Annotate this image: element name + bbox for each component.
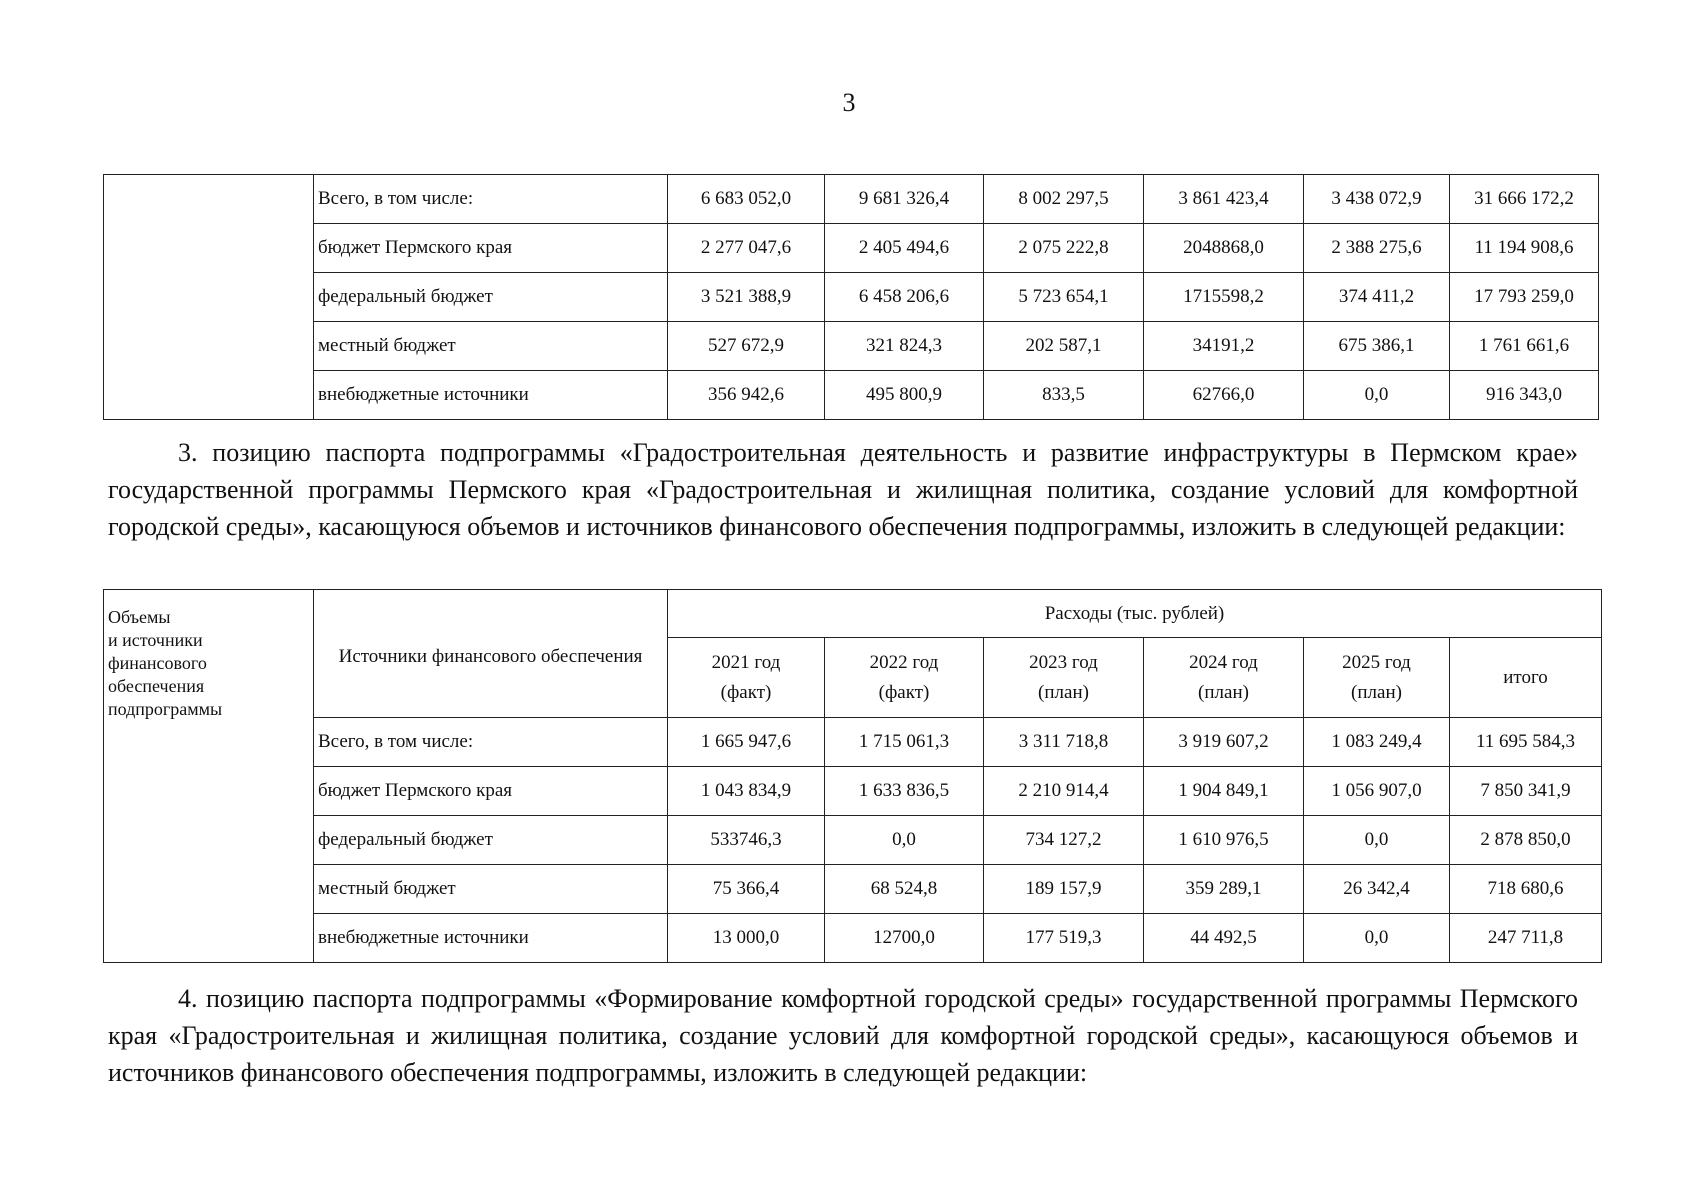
value-cell: 734 127,2: [984, 816, 1144, 865]
value-cell: 527 672,9: [668, 322, 825, 371]
value-cell: 202 587,1: [984, 322, 1144, 371]
value-cell: 2 405 494,6: [825, 224, 984, 273]
value-cell: 2 075 222,8: [984, 224, 1144, 273]
value-cell: 5 723 654,1: [984, 273, 1144, 322]
side-header-line: подпрограммы: [108, 699, 223, 719]
value-cell: 0,0: [825, 816, 984, 865]
side-header-line: финансового: [108, 653, 207, 673]
row-label: бюджет Пермского края: [314, 767, 668, 816]
table-row: [104, 767, 1602, 816]
value-cell: 3 861 423,4: [1144, 175, 1304, 224]
table-row: [104, 816, 1602, 865]
page-number: 3: [842, 88, 856, 117]
total-cell: 7 850 341,9: [1450, 767, 1602, 816]
value-cell: 8 002 297,5: [984, 175, 1144, 224]
year-header: 2023 год (план): [984, 638, 1144, 718]
value-cell: 1 610 976,5: [1144, 816, 1304, 865]
paragraph-item-3: 3. позицию паспорта подпрограммы «Градостроительная деятельность и развитие инфраструктуры в Пермском крае» государственной программы Пермского края «Градостроительная и жилищная политика, создание условий для комфортной городской среды», касающуюся объемов и источников финансового обеспечения подпрограммы, изложить в следующей редакции:: [108, 438, 1578, 541]
value-cell: 1 715 061,3: [825, 718, 984, 767]
total-header: итого: [1450, 638, 1602, 718]
value-cell: 1715598,2: [1144, 273, 1304, 322]
value-cell: 9 681 326,4: [825, 175, 984, 224]
total-cell: 1 761 661,6: [1450, 322, 1599, 371]
total-cell: 916 343,0: [1450, 371, 1599, 420]
row-label: федеральный бюджет: [314, 273, 668, 322]
value-cell: 1 904 849,1: [1144, 767, 1304, 816]
value-cell: 177 519,3: [984, 914, 1144, 963]
funding-table-continued: [103, 174, 1599, 420]
value-cell: 189 157,9: [984, 865, 1144, 914]
value-cell: 1 665 947,6: [668, 718, 825, 767]
year-header: 2022 год (факт): [825, 638, 984, 718]
table-row: [104, 322, 1599, 371]
row-label: местный бюджет: [314, 322, 668, 371]
value-cell: 26 342,4: [1304, 865, 1450, 914]
expenses-header: Расходы (тыс. рублей): [668, 590, 1602, 638]
total-cell: 247 711,8: [1450, 914, 1602, 963]
table-row: [104, 273, 1599, 322]
value-cell: 675 386,1: [1304, 322, 1450, 371]
side-header-line: и источники: [108, 630, 203, 650]
value-cell: 374 411,2: [1304, 273, 1450, 322]
side-header: [104, 590, 314, 963]
value-cell: 0,0: [1304, 914, 1450, 963]
row-label: внебюджетные источники: [314, 914, 668, 963]
table-row: [104, 718, 1602, 767]
funding-table-body: [104, 175, 1599, 420]
empty-side-cell: [104, 175, 314, 420]
side-header-line: обеспечения: [108, 676, 205, 696]
side-header-line: Объемы: [108, 607, 171, 627]
year-header: 2025 год (план): [1304, 638, 1450, 718]
row-label: внебюджетные источники: [314, 371, 668, 420]
table-row: [104, 224, 1599, 273]
funding-table-subprogram: [103, 589, 1602, 963]
value-cell: 34191,2: [1144, 322, 1304, 371]
total-cell: 31 666 172,2: [1450, 175, 1599, 224]
value-cell: 1 083 249,4: [1304, 718, 1450, 767]
value-cell: 359 289,1: [1144, 865, 1304, 914]
value-cell: 1 633 836,5: [825, 767, 984, 816]
value-cell: 75 366,4: [668, 865, 825, 914]
value-cell: 12700,0: [825, 914, 984, 963]
value-cell: 13 000,0: [668, 914, 825, 963]
value-cell: 1 043 834,9: [668, 767, 825, 816]
total-cell: 11 695 584,3: [1450, 718, 1602, 767]
value-cell: 1 056 907,0: [1304, 767, 1450, 816]
row-label: Всего, в том числе:: [314, 718, 668, 767]
row-label: Всего, в том числе:: [314, 175, 668, 224]
value-cell: 6 683 052,0: [668, 175, 825, 224]
value-cell: 533746,3: [668, 816, 825, 865]
value-cell: 6 458 206,6: [825, 273, 984, 322]
sources-header: Источники финансового обеспечения: [314, 590, 668, 718]
table-row: [104, 914, 1602, 963]
value-cell: 2 388 275,6: [1304, 224, 1450, 273]
value-cell: 833,5: [984, 371, 1144, 420]
value-cell: 62766,0: [1144, 371, 1304, 420]
total-cell: 2 878 850,0: [1450, 816, 1602, 865]
table-row: [104, 371, 1599, 420]
total-cell: 17 793 259,0: [1450, 273, 1599, 322]
table-row: [104, 865, 1602, 914]
value-cell: 2 277 047,6: [668, 224, 825, 273]
row-label: бюджет Пермского края: [314, 224, 668, 273]
value-cell: 0,0: [1304, 371, 1450, 420]
value-cell: 356 942,6: [668, 371, 825, 420]
value-cell: 0,0: [1304, 816, 1450, 865]
year-header: 2021 год (факт): [668, 638, 825, 718]
total-cell: 11 194 908,6: [1450, 224, 1599, 273]
value-cell: 3 311 718,8: [984, 718, 1144, 767]
total-cell: 718 680,6: [1450, 865, 1602, 914]
value-cell: 495 800,9: [825, 371, 984, 420]
value-cell: 3 438 072,9: [1304, 175, 1450, 224]
row-label: местный бюджет: [314, 865, 668, 914]
value-cell: 2 210 914,4: [984, 767, 1144, 816]
value-cell: 3 521 388,9: [668, 273, 825, 322]
row-label: федеральный бюджет: [314, 816, 668, 865]
header-row: [104, 590, 1602, 638]
table-row: [104, 175, 1599, 224]
value-cell: 68 524,8: [825, 865, 984, 914]
value-cell: 3 919 607,2: [1144, 718, 1304, 767]
paragraph-item-4: 4. позицию паспорта подпрограммы «Формирование комфортной городской среды» государственной программы Пермского края «Градостроительная и жилищная политика, создание условий для комфортной городской среды», касающуюся объемов и источников финансового обеспечения подпрограммы, изложить в следующей редакции:: [108, 984, 1578, 1087]
value-cell: 44 492,5: [1144, 914, 1304, 963]
value-cell: 321 824,3: [825, 322, 984, 371]
year-header: 2024 год (план): [1144, 638, 1304, 718]
value-cell: 2048868,0: [1144, 224, 1304, 273]
